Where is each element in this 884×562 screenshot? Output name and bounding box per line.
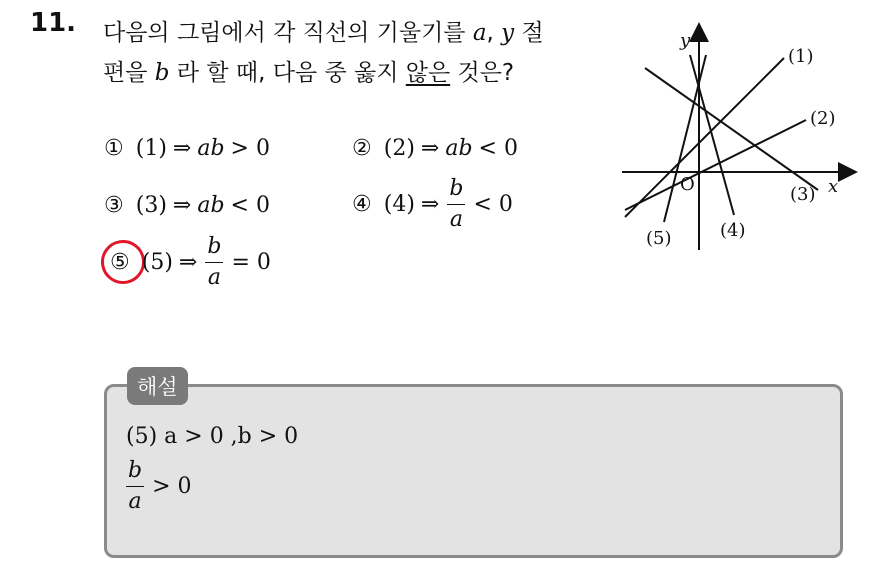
fraction-denominator: a (449, 207, 463, 232)
solution-box (104, 384, 843, 558)
fraction-numerator: b (447, 178, 465, 205)
choice-label: (3) (135, 193, 167, 218)
question-text-mid: 라 할 때, 다음 중 옳지 (176, 60, 399, 86)
question-number: 11. (30, 8, 77, 38)
axis-label-x: x (828, 176, 839, 197)
line-label-3: (3) (790, 184, 816, 205)
implies-arrow: ⇒ (178, 250, 198, 275)
choice-label: (5) (141, 250, 173, 275)
choice-expression: ab (197, 136, 225, 161)
question-text-end: 절 (521, 20, 544, 46)
choice-label: (1) (135, 136, 167, 161)
choice-relation: < 0 (230, 193, 270, 218)
question-text-tail: 것은? (457, 60, 515, 86)
choice-number: ① (104, 136, 124, 161)
choice-expression: ab (197, 193, 225, 218)
choice-relation: < 0 (473, 192, 513, 217)
choice-relation: < 0 (478, 136, 518, 161)
fraction-numerator: b (126, 460, 144, 487)
choice-label: (4) (383, 192, 415, 217)
fraction-b-over-a (126, 460, 144, 513)
variable-b: b (154, 60, 170, 86)
variable-a: a (472, 20, 487, 46)
choice-label: (2) (383, 136, 415, 161)
fraction-denominator: a (207, 265, 221, 290)
axis-label-y: y (680, 30, 691, 51)
variable-y: y (501, 20, 515, 46)
solution-line-2 (126, 460, 192, 513)
choice-expression: ab (445, 136, 473, 161)
comma: , (486, 20, 494, 46)
implies-arrow: ⇒ (172, 136, 192, 161)
question-text-start: 편을 (103, 60, 148, 86)
fraction-denominator: a (128, 489, 142, 514)
choice-number: ② (352, 136, 372, 161)
origin-label: O (680, 174, 695, 195)
solution-relation: > 0 (152, 474, 192, 499)
line-label-1: (1) (788, 46, 814, 67)
choice-relation: = 0 (231, 250, 271, 275)
choice-number: ③ (104, 193, 124, 218)
line-label-4: (4) (720, 220, 746, 241)
line-2 (625, 120, 806, 210)
implies-arrow: ⇒ (420, 136, 440, 161)
line-label-5: (5) (646, 228, 672, 249)
underlined-word: 않은 (405, 60, 451, 86)
implies-arrow: ⇒ (172, 193, 192, 218)
line-4 (690, 55, 734, 215)
line-label-2: (2) (810, 108, 836, 129)
question-text: 다음의 그림에서 각 직선의 기울기를 (103, 20, 466, 46)
choice-number: ④ (352, 192, 372, 217)
fraction-numerator: b (205, 236, 223, 263)
choice-number: ⑤ (110, 250, 130, 275)
solution-tab: 해설 (127, 367, 188, 405)
implies-arrow: ⇒ (420, 192, 440, 217)
choice-relation: > 0 (230, 136, 270, 161)
solution-line-1: (5) a > 0 ,b > 0 (126, 424, 299, 449)
line-1 (625, 58, 784, 217)
